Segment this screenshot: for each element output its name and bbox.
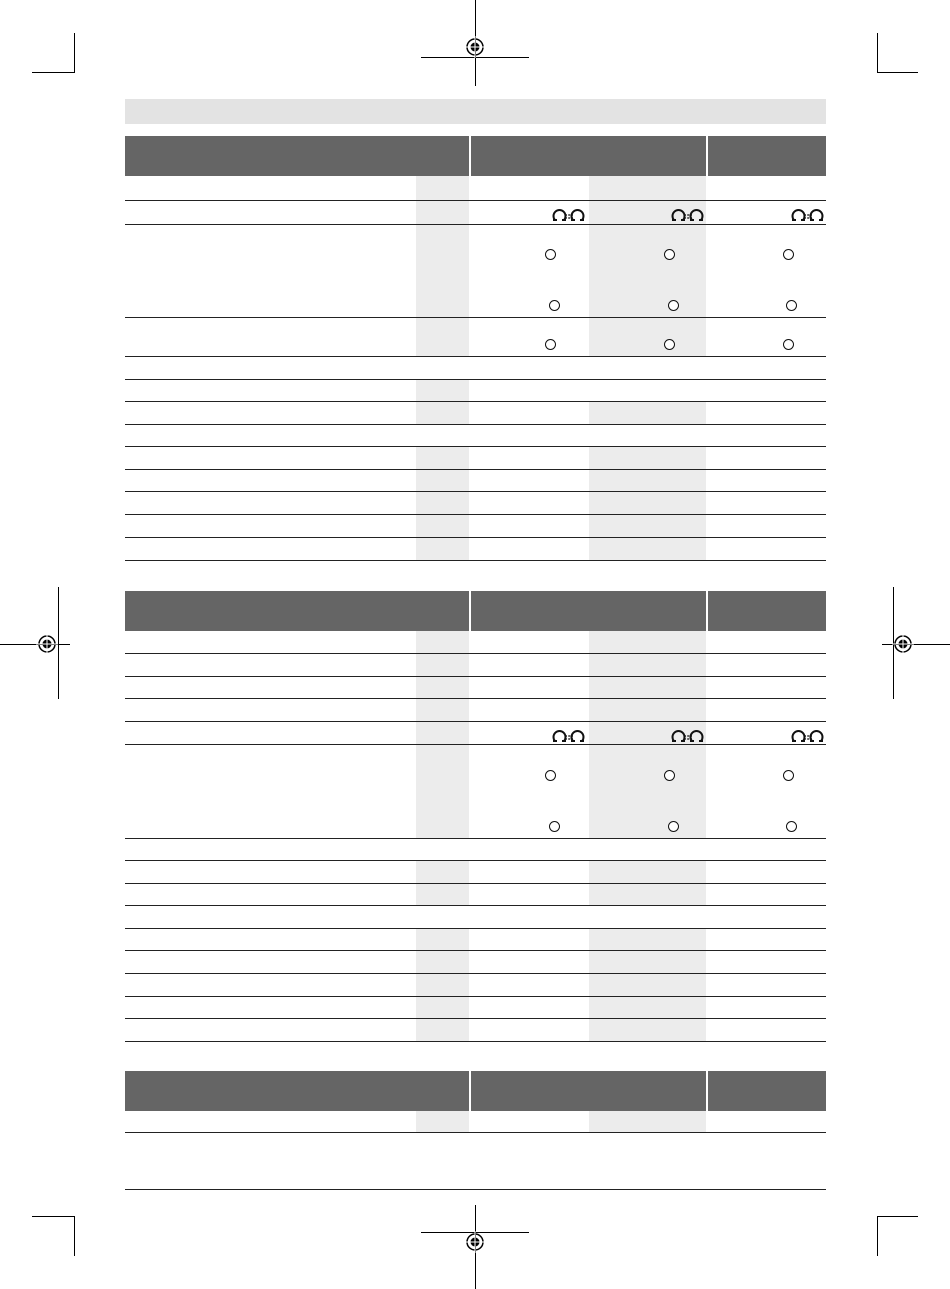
- rotation-arrows-icon: [791, 205, 825, 223]
- circle-icon: [664, 249, 675, 260]
- circle-icon: [664, 770, 675, 781]
- circle-icon: [783, 249, 794, 260]
- circle-icon: [549, 821, 560, 832]
- registration-mark-bottom-icon: [464, 1231, 486, 1253]
- table-header: [125, 136, 826, 176]
- registration-mark-left-icon: [36, 633, 58, 655]
- circle-icon: [783, 339, 794, 350]
- circle-icon: [786, 300, 797, 311]
- circle-icon: [783, 770, 794, 781]
- circle-icon: [545, 770, 556, 781]
- circle-icon: [549, 300, 560, 311]
- circle-icon: [545, 249, 556, 260]
- table-header: [125, 591, 826, 631]
- rotation-arrows-icon: [552, 205, 586, 223]
- circle-icon: [664, 339, 675, 350]
- table-header: [125, 1071, 826, 1111]
- rotation-arrows-icon: [791, 726, 825, 744]
- circle-icon: [786, 821, 797, 832]
- circle-icon: [668, 300, 679, 311]
- registration-mark-top-icon: [464, 36, 486, 58]
- page-header-bar: [125, 99, 826, 124]
- circle-icon: [668, 821, 679, 832]
- rotation-arrows-icon: [671, 726, 705, 744]
- rotation-arrows-icon: [552, 726, 586, 744]
- circle-icon: [545, 339, 556, 350]
- rotation-arrows-icon: [671, 205, 705, 223]
- registration-mark-right-icon: [892, 633, 914, 655]
